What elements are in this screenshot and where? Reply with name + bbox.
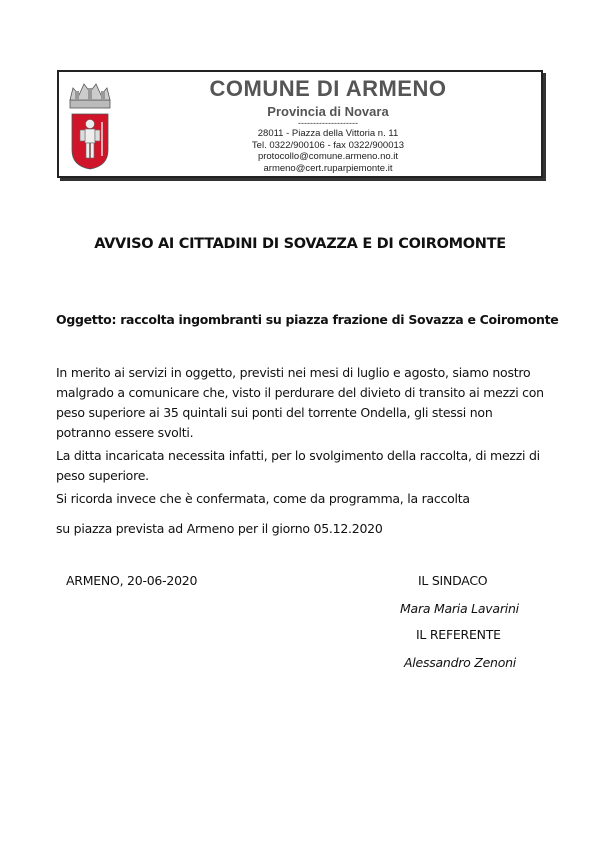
address-line: 28011 - Piazza della Vittoria n. 11	[257, 128, 399, 139]
letterhead-contacts	[59, 128, 541, 174]
body-paragraph: In merito ai servizi in oggetto, previsti nei mesi di luglio e agosto, siamo nostro malgrado a comunicare che, visto il perdurare del divieto di transito ai mezzi con peso superiore ai 35 quintali sui ponti del torrente Ondella, gli stessi non potranno essere svolti.	[56, 365, 544, 440]
mayor-name: Mara Maria Lavarini	[400, 601, 519, 616]
referent-name: Alessandro Zenoni	[404, 655, 516, 670]
body-paragraph: Si ricorda invece che è confermata, come da programma, la raccolta	[56, 491, 470, 506]
notice-subject: Oggetto: raccolta ingombranti su piazza frazione di Sovazza e Coiromonte	[56, 312, 559, 327]
phone-fax-line: Tel. 0322/900106 - fax 0322/900013	[251, 139, 405, 151]
pec-line: armeno@cert.ruparpiemonte.it	[263, 162, 393, 174]
letterhead	[57, 70, 543, 178]
letterhead-separator: --------------------	[298, 118, 358, 128]
province-name: Provincia di Novara	[267, 104, 389, 119]
notice-title: AVVISO AI CITTADINI DI SOVAZZA E DI COIROMONTE	[94, 236, 506, 252]
body-paragraph: su piazza prevista ad Armeno per il giorno 05.12.2020	[56, 521, 383, 536]
body-paragraph: La ditta incaricata necessita infatti, per lo svolgimento della raccolta, di mezzi di peso superiore.	[56, 448, 540, 483]
place-date: ARMENO, 20-06-2020	[66, 573, 198, 588]
email-line: protocollo@comune.armeno.no.it	[257, 151, 399, 162]
municipality-name: COMUNE DI ARMENO	[209, 76, 447, 101]
referent-role: IL REFERENTE	[416, 627, 501, 642]
mayor-role: IL SINDACO	[418, 573, 488, 588]
